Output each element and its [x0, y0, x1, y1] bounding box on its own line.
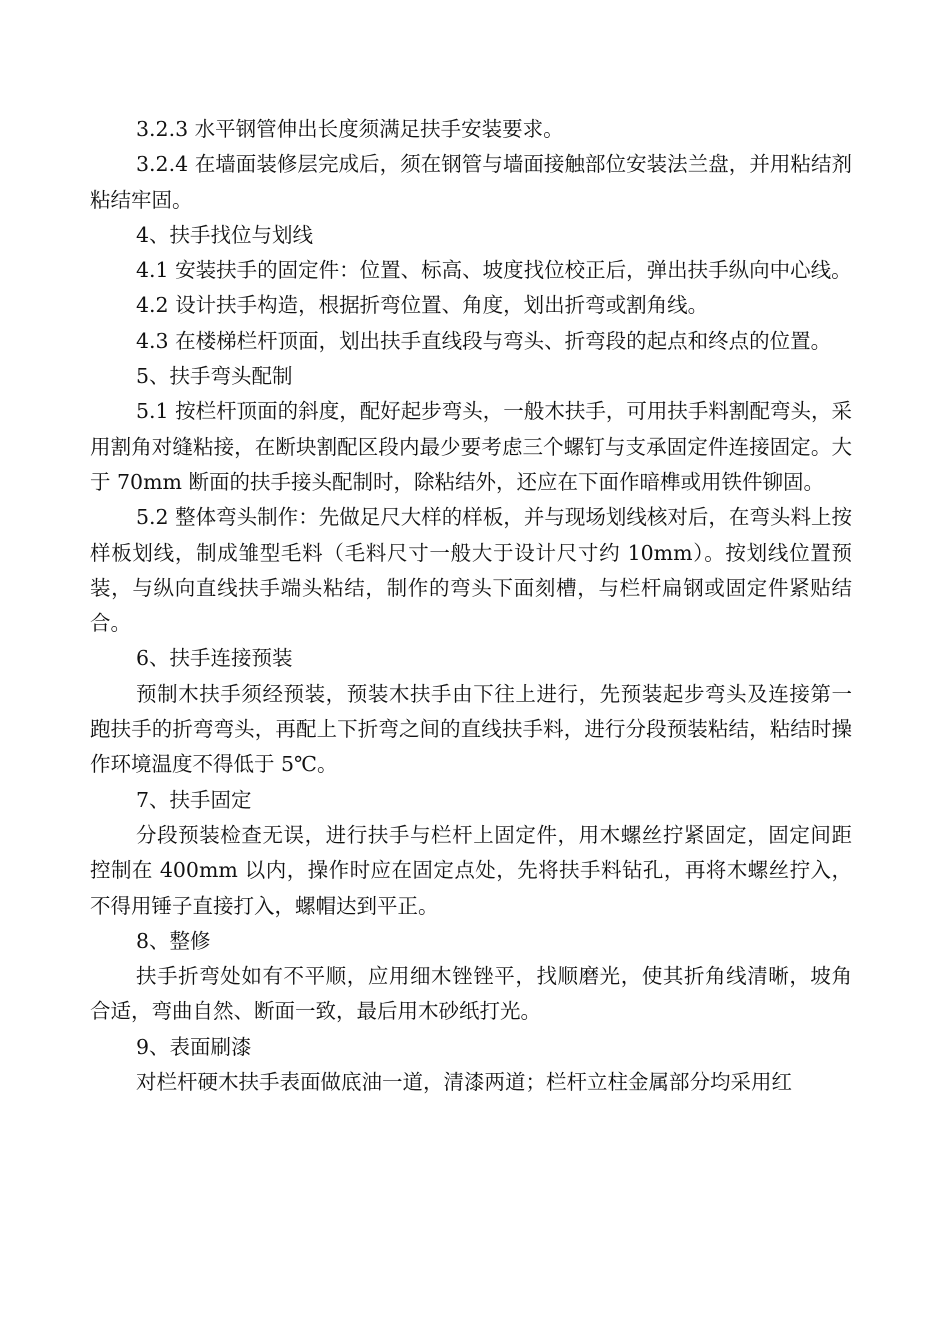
- section-heading-5: 5、扶手弯头配制: [136, 364, 293, 389]
- section-heading-8: 8、整修: [136, 928, 211, 953]
- section-heading-6: 6、扶手连接预装: [136, 646, 293, 671]
- paragraph-5-1: 5.1 按栏杆顶面的斜度，配好起步弯头，一般木扶手，可用扶手料割配弯头，采用割角对缝粘接，在断块割配区段内最少要考虑三个螺钉与支承固定件连接固定。大于 70mm 断面的扶手接头配制时，除粘结外，还应在下面作暗榫或用铁件铆固。: [90, 399, 852, 494]
- paragraph-3-2-4: 3.2.4 在墙面装修层完成后，须在钢管与墙面接触部位安装法兰盘，并用粘结剂粘结牢固。: [90, 152, 852, 212]
- section-heading-4: 4、扶手找位与划线: [136, 222, 314, 247]
- section-heading-7: 7、扶手固定: [136, 787, 252, 812]
- paragraph-4-3: 4.3 在楼梯栏杆顶面，划出扶手直线段与弯头、折弯段的起点和终点的位置。: [136, 328, 832, 353]
- paragraph-5-2: 5.2 整体弯头制作：先做足尺大样的样板，并与现场划线核对后，在弯头料上按样板划线，制成雏型毛料（毛料尺寸一般大于设计尺寸约 10mm）。按划线位置预装，与纵向直线扶手端头粘结，制作的弯头下面刻槽，与栏杆扁钢或固定件紧贴结合。: [90, 505, 852, 636]
- paragraph-7-body: 分段预装检查无误，进行扶手与栏杆上固定件，用木螺丝拧紧固定，固定间距控制在 400mm 以内，操作时应在固定点处，先将扶手料钻孔，再将木螺丝拧入，不得用锤子直接打入，螺帽达到平正。: [90, 822, 852, 918]
- paragraph-4-1: 4.1 安装扶手的固定件：位置、标高、坡度找位校正后，弹出扶手纵向中心线。: [136, 258, 852, 283]
- paragraph-8-body: 扶手折弯处如有不平顺，应用细木锉锉平，找顺磨光，使其折角线清晰，坡角合适，弯曲自然、断面一致，最后用木砂纸打光。: [90, 964, 852, 1024]
- paragraph-3-2-3: 3.2.3 水平钢管伸出长度须满足扶手安装要求。: [136, 117, 564, 141]
- paragraph-9-body: 对栏杆硬木扶手表面做底油一道，清漆两道；栏杆立柱金属部分均采用红: [136, 1070, 792, 1095]
- section-heading-9: 9、表面刷漆: [136, 1034, 252, 1059]
- paragraph-4-2: 4.2 设计扶手构造，根据折弯位置、角度，划出折弯或割角线。: [136, 293, 709, 318]
- document-body: [90, 112, 852, 1100]
- paragraph-6-body: 预制木扶手须经预装，预装木扶手由下往上进行，先预装起步弯头及连接第一跑扶手的折弯弯头，再配上下折弯之间的直线扶手料，进行分段预装粘结，粘结时操作环境温度不得低于 5℃。: [90, 681, 852, 777]
